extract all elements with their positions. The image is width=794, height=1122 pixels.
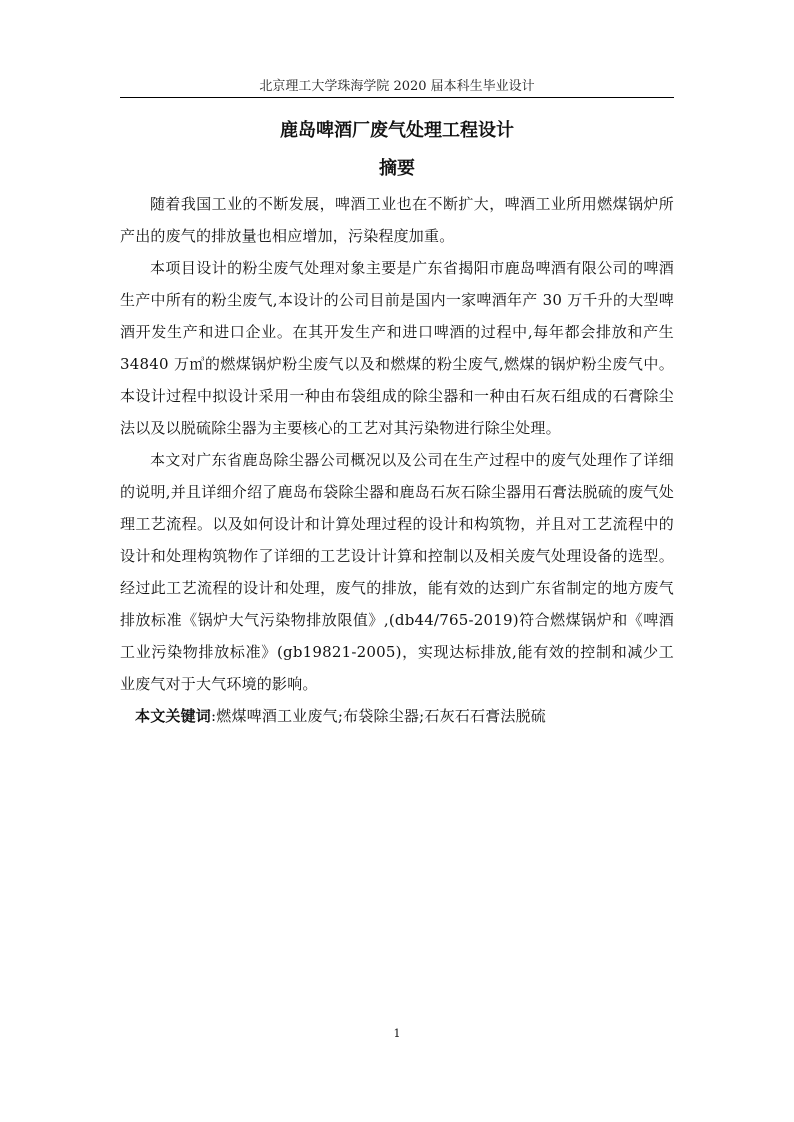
running-header: 北京理工大学珠海学院 2020 届本科生毕业设计 xyxy=(259,79,535,94)
keywords-label: 本文关键词 xyxy=(135,707,212,725)
abstract-paragraph-2: 本项目设计的粉尘废气处理对象主要是广东省揭阳市鹿岛啤酒有限公司的啤酒生产中所有的粉尘废气,本设计的公司目前是国内一家啤酒年产 30 万千升的大型啤酒开发生产和进口企业。在其开发生产和进口啤酒的过程中,每年都会排放和产生 34840 万㎥的燃煤锅炉粉尘废气以及和燃煤的粉尘废气,燃煤的锅炉粉尘废气中。本设计过程中拟设计采用一种由布袋组成的除尘器和一种由石灰石组成的石膏除尘法以及以脱硫除尘器为主要核心的工艺对其污染物进行除尘处理。 xyxy=(120,259,674,437)
header-divider xyxy=(120,97,674,98)
page-number: 1 xyxy=(393,1027,401,1040)
keywords-text: :燃煤啤酒工业废气;布袋除尘器;石灰石石膏法脱硫 xyxy=(211,707,546,725)
keywords-line xyxy=(120,700,674,732)
abstract-body xyxy=(120,188,674,732)
document-title: 鹿岛啤酒厂废气处理工程设计 xyxy=(280,120,514,141)
abstract-paragraph-1: 随着我国工业的不断发展，啤酒工业也在不断扩大，啤酒工业所用燃煤锅炉所产出的废气的排放量也相应增加，污染程度加重。 xyxy=(120,195,674,245)
abstract-heading: 摘要 xyxy=(379,158,415,179)
abstract-paragraph-3: 本文对广东省鹿岛除尘器公司概况以及公司在生产过程中的废气处理作了详细的说明,并且详细介绍了鹿岛布袋除尘器和鹿岛石灰石除尘器用石膏法脱硫的废气处理工艺流程。以及如何设计和计算处理过程的设计和构筑物，并且对工艺流程中的设计和处理构筑物作了详细的工艺设计计算和控制以及相关废气处理设备的选型。经过此工艺流程的设计和处理，废气的排放，能有效的达到广东省制定的地方废气排放标准《锅炉大气污染物排放限值》,(db44/765-2019)符合燃煤锅炉和《啤酒工业污染物排放标准》(gb19821-2005)，实现达标排放,能有效的控制和减少工业废气对于大气环境的影响。 xyxy=(120,451,674,693)
